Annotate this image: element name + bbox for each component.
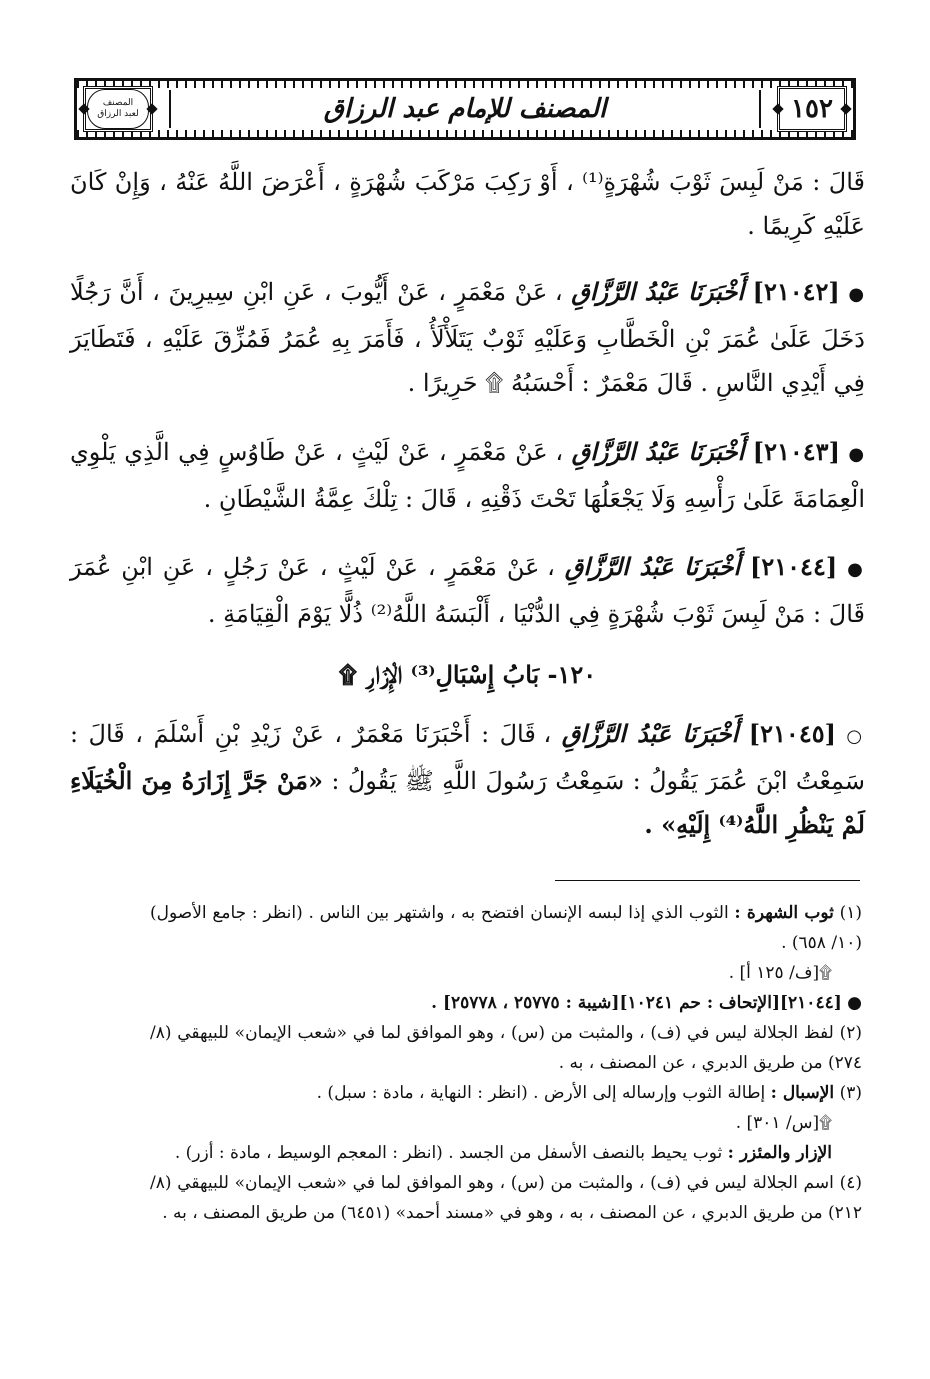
hadith-matn-quote: «مَنْ جَرَّ إِزَارَهُ مِنَ الْخُيَلَاءِ لَمْ يَنْظُرِ اللَّهُ⁽⁴⁾ إِلَيْهِ» . [70,766,865,839]
footnote-3-ref: ۩[س/ ٣٠١] . [735,1113,832,1133]
hadith-number: [٢١٠٤٤] [750,552,838,581]
chapter-heading: ١٢٠- بَابُ إِسْبَالِ⁽³⁾ الْإِزَارِ ۩ [338,660,597,689]
footnote-3: (٣) الإسبال : إطالة الثوب وإرساله إلى الأرض . (انظر : النهاية ، مادة : سبل) . [316,1083,862,1103]
footnotes [150,898,862,1228]
hadith-isnad-lead: أَخْبَرَنَا عَبْدُ الرَّزَّاقِ [561,719,739,748]
main-text [70,160,865,248]
hadith-isnad-lead: أَخْبَرَنَا عَبْدُ الرَّزَّاقِ [564,552,741,581]
hadith-isnad-lead: أَخْبَرَنَا عَبْدُ الرَّزَّاقِ [571,277,745,306]
hadith-21043 [70,430,865,521]
hadith-text: ، عَنْ مَعْمَرٍ ، عَنْ لَيْثٍ ، عَنْ طَاوُسٍ فِي الَّذِي يَلْوِي الْعِمَامَةَ عَلَىٰ رَأْسِهِ وَلَا يَجْعَلُهَا تَحْتَ ذَقْنِهِ ، قَالَ : تِلْكَ عِمَّةُ الشَّيْطَانِ . [70,438,865,513]
paragraph-continuation: قَالَ : مَنْ لَبِسَ ثَوْبَ شُهْرَةٍ⁽¹⁾ ، أَوْ رَكِبَ مَرْكَبَ شُهْرَةٍ ، أَعْرَضَ اللَّهُ عَنْهُ ، وَإِنْ كَانَ عَلَيْهِ كَرِيمًا . [70,168,865,240]
footnote-1-ref: ۩[ف/ ١٢٥ أ] . [728,963,832,983]
hadith-text: ، قَالَ : أَخْبَرَنَا مَعْمَرٌ ، عَنْ زَيْدِ بْنِ أَسْلَمَ ، قَالَ : سَمِعْتُ ابْنَ عُمَرَ يَقُولُ : سَمِعْتُ رَسُولَ اللَّهِ ﷺ يَقُولُ : [70,720,865,795]
seal-cartouche [83,86,153,132]
hadith-21045 [70,712,865,847]
hadith-text: ، عَنْ مَعْمَرٍ ، عَنْ أَيُّوبَ ، عَنِ ابْنِ سِيرِينَ ، أَنَّ رَجُلًا دَخَلَ عَلَىٰ عُمَرَ بْنِ الْخَطَّابِ وَعَلَيْهِ ثَوْبٌ يَتَلَأْلَأُ ، فَأَمَرَ بِهِ عُمَرُ فَمُزِّقَ عَلَيْهِ ، فَتَطَايَرَ فِي أَيْدِي النَّاسِ . قَالَ مَعْمَرٌ : أَحْسَبُهُ ۩ حَرِيرًا . [70,278,865,397]
takhrij-21044: ● [٢١٠٤٤][الإتحاف : حم ١٠٢٤١][شيبة : ٢٥٧٧٥ ، ٢٥٧٧٨] . [431,993,862,1013]
hadith-number: [٢١٠٤٥] [748,719,836,748]
hadith-bullet: ● [847,559,866,580]
footnote-3-extra: الإزار والمئزر : ثوب يحيط بالنصف الأسفل من الجسد . (انظر : المعجم الوسيط ، مادة : أزر) . [174,1143,832,1163]
chapter-heading-block [70,660,865,689]
running-title: المصنف للإمام عبد الرزاق [169,90,761,128]
page-number-cartouche [777,86,847,132]
footnote-2: (٢) لفظ الجلالة ليس في (ف) ، والمثبت من (س) ، وهو الموافق لما في «شعب الإيمان» للبيهقي (٨/ ٢٧٤) من طريق الدبري ، عن المصنف ، به . [150,1023,863,1073]
footnote-4: (٤) اسم الجلالة ليس في (ف) ، والمثبت من (س) ، وهو الموافق لما في «شعب الإيمان» للبيهقي (٨/ ٢١٢) من طريق الدبري ، عن المصنف ، به ، وهو في «مسند أحمد» (٦٤٥١) من طريق المصنف ، به . [150,1173,862,1223]
hadith-text: ، عَنْ مَعْمَرٍ ، عَنْ لَيْثٍ ، عَنْ رَجُلٍ ، عَنِ ابْنِ عُمَرَ قَالَ : مَنْ لَبِسَ ثَوْبَ شُهْرَةٍ فِي الدُّنْيَا ، أَلْبَسَهُ اللَّهُ⁽²⁾ ذُلًّا يَوْمَ الْقِيَامَةِ . [70,553,865,628]
footnote-divider [555,880,860,881]
hadith-bullet: ● [848,284,865,305]
hadith-isnad-lead: أَخْبَرَنَا عَبْدُ الرَّزَّاقِ [571,437,745,466]
hadith-bullet: ● [848,444,865,465]
publisher-seal-icon: المصنف لعبد الرزاق [87,89,149,129]
hadith-open-bullet: ○ [846,726,865,747]
footnote-1: (١) ثوب الشهرة : الثوب الذي إذا لبسه الإنسان افتضح به ، واشتهر بين الناس . (انظر : جامع الأصول) (١٠/ ٦٥٨) . [150,903,863,953]
hadith-number: [٢١٠٤٢] [752,277,840,306]
hadith-21042 [70,270,865,405]
page-number: ١٥٢ [791,94,833,124]
hadith-21044 [70,545,865,636]
page-header [74,78,856,140]
hadith-number: [٢١٠٤٣] [752,437,840,466]
